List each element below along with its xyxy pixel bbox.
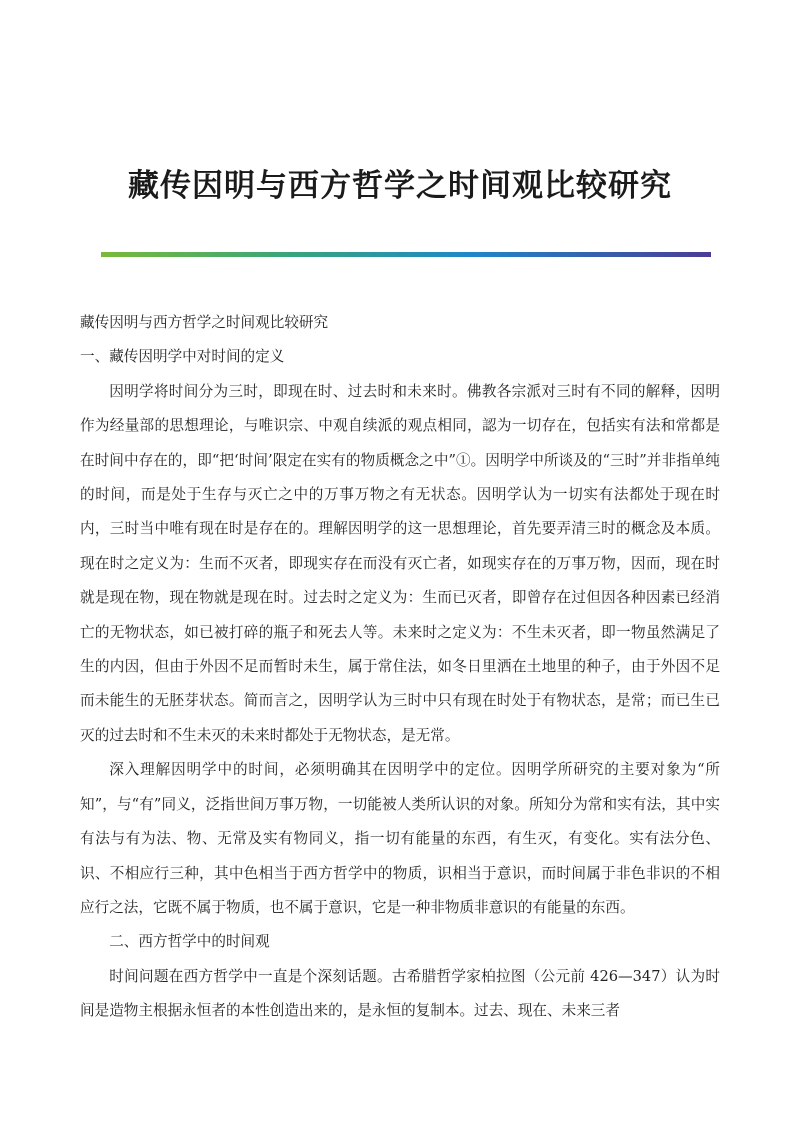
title-divider <box>101 252 711 257</box>
document-subtitle: 藏传因明与西方哲学之时间观比较研究 <box>80 314 329 331</box>
paragraph: 深入理解因明学中的时间，必须明确其在因明学中的定位。因明学所研究的主要对象为“所知”，与“有”同义，泛指世间万事万物，一切能被人类所认识的对象。所知分为常和实有法，其中实有法与有为法、物、无常及实有物同义，指一切有能量的东西，有生灭，有变化。实有法分色、识、不相应行三种，其中色相当于西方哲学中的物质，识相当于意识，而时间属于非色非识的不相应行之法，它既不属于物质，也不属于意识，它是一种非物质非意识的有能量的东西。 <box>80 761 720 916</box>
section-heading-1: 一、藏传因明学中对时间的定义 <box>80 348 285 366</box>
paragraph: 时间问题在西方哲学中一直是个深刻话题。古希腊哲学家柏拉图（公元前 426—347）认为时间是造物主根据永恒者的本性创造出来的，是永恒的复制本。过去、现在、未来三者 <box>80 967 720 1020</box>
section-heading-2: 二、西方哲学中的时间观 <box>109 933 270 951</box>
document-body <box>80 306 720 1029</box>
document-title: 藏传因明与西方哲学之时间观比较研究 <box>128 168 672 204</box>
paragraph: 因明学将时间分为三时，即现在时、过去时和未来时。佛教各宗派对三时有不同的解释，因明作为经量部的思想理论，与唯识宗、中观自续派的观点相同，認为一切存在，包括实有法和常都是在时间中存在的，即“把‘时间’限定在实有的物质概念之中”①。因明学中所谈及的“三时”并非指单纯的时间，而是处于生存与灭亡之中的万事万物之有无状态。因明学认为一切实有法都处于现在时内，三时当中唯有现在时是存在的。理解因明学的这一思想理论，首先要弄清三时的概念及本质。现在时之定义为：生而不灭者，即现实存在而没有灭亡者，如现实存在的万事万物，因而，现在时就是现在物，现在物就是现在时。过去时之定义为：生而已灭者，即曾存在过但因各种因素已经消亡的无物状态，如已被打碎的瓶子和死去人等。未来时之定义为：不生未灭者，即一物虽然满足了生的内因，但由于外因不足而暂时未生，属于常住法，如冬日里洒在土地里的种子，由于外因不足而未能生的无胚芽状态。简而言之，因明学认为三时中只有现在时处于有物状态，是常；而已生已灭的过去时和不生未灭的未来时都处于无物状态，是无常。 <box>80 382 720 744</box>
